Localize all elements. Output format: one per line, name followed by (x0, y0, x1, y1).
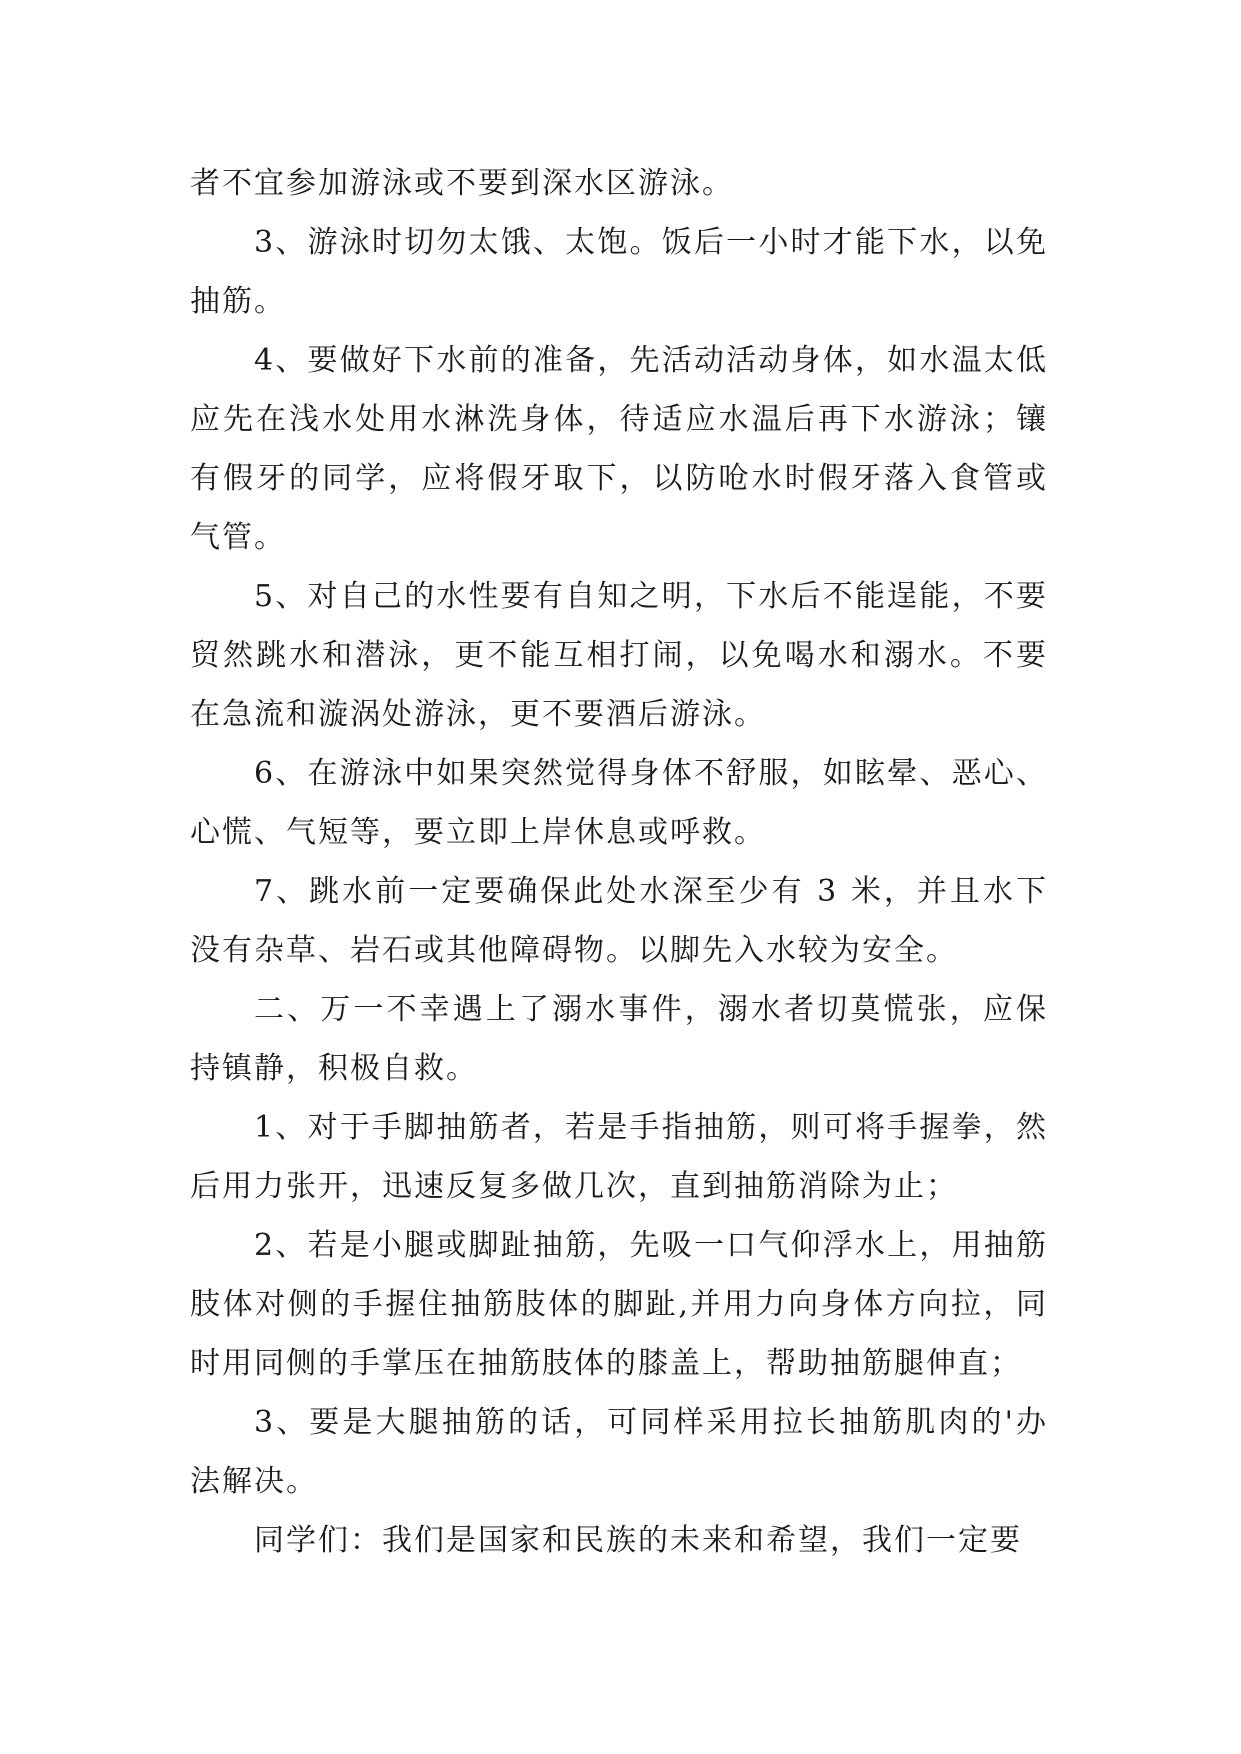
paragraph-3: 4、要做好下水前的准备，先活动活动身体，如水温太低应先在浅水处用水淋洗身体，待适应水温后再下水游泳；镶有假牙的同学，应将假牙取下，以防呛水时假牙落入食管或气管。 (190, 343, 1048, 555)
paragraph-10: 3、要是大腿抽筋的话，可同样采用拉长抽筋肌肉的'办法解决。 (190, 1405, 1048, 1499)
paragraph-9: 2、若是小腿或脚趾抽筋，先吸一口气仰浮水上，用抽筋肢体对侧的手握住抽筋肢体的脚趾,并用力向身体方向拉，同时用同侧的手掌压在抽筋肢体的膝盖上，帮助抽筋腿伸直； (190, 1228, 1048, 1381)
paragraph-5: 6、在游泳中如果突然觉得身体不舒服，如眩晕、恶心、心慌、气短等，要立即上岸休息或呼救。 (190, 756, 1048, 850)
paragraph-4: 5、对自己的水性要有自知之明，下水后不能逞能，不要贸然跳水和潜泳，更不能互相打闹，以免喝水和溺水。不要在急流和漩涡处游泳，更不要酒后游泳。 (190, 579, 1048, 732)
paragraph-7: 二、万一不幸遇上了溺水事件，溺水者切莫慌张，应保持镇静，积极自救。 (190, 992, 1048, 1086)
paragraph-6: 7、跳水前一定要确保此处水深至少有 3 米，并且水下没有杂草、岩石或其他障碍物。以脚先入水较为安全。 (190, 874, 1048, 968)
paragraph-8: 1、对于手脚抽筋者，若是手指抽筋，则可将手握拳，然后用力张开，迅速反复多做几次，直到抽筋消除为止； (190, 1110, 1048, 1204)
paragraph-11: 同学们：我们是国家和民族的未来和希望，我们一定要 (254, 1523, 1022, 1558)
paragraph-1: 者不宜参加游泳或不要到深水区游泳。 (190, 166, 734, 201)
document-body (190, 154, 1048, 1570)
paragraph-2: 3、游泳时切勿太饿、太饱。饭后一小时才能下水，以免抽筋。 (190, 225, 1048, 319)
